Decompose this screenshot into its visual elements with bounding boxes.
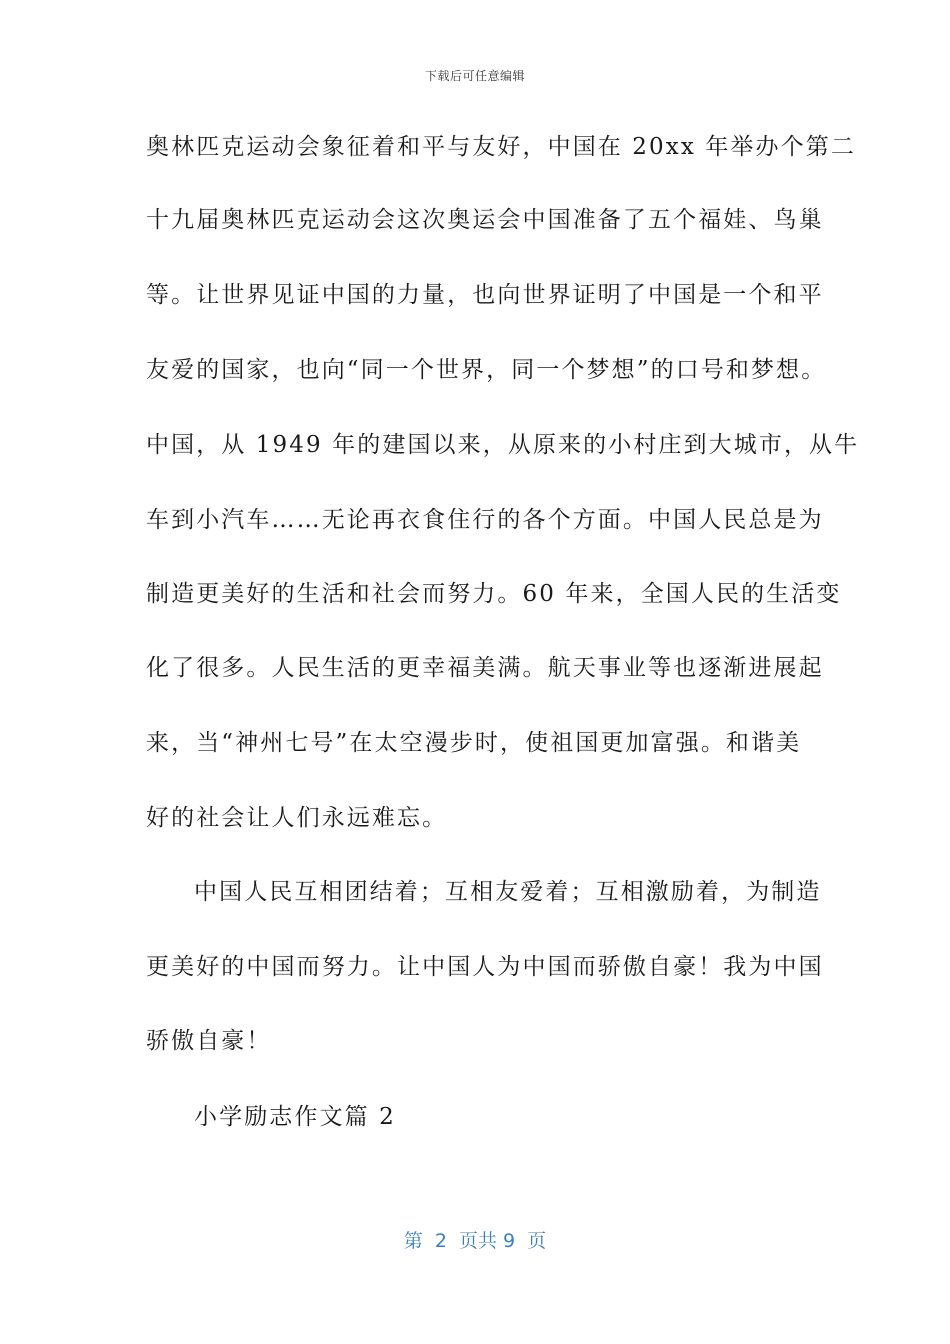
text-line: 化了很多。人民生活的更幸福美满。航天事业等也逐渐进展起 bbox=[146, 655, 824, 681]
text-line: 车到小汽车……无论再衣食住行的各个方面。中国人民总是为 bbox=[146, 507, 824, 533]
header-note: 下载后可任意编辑 bbox=[424, 69, 525, 83]
text-line: 制造更美好的生活和社会而努力。60 年来，全国人民的生活变 bbox=[146, 581, 842, 607]
text-line: 奥林匹克运动会象征着和平与友好，中国在 20xx 年举办个第二 bbox=[146, 134, 856, 160]
text-line: 来，当“神州七号”在太空漫步时，使祖国更加富强。和谐美 bbox=[146, 730, 802, 756]
text-line: 等。让世界见证中国的力量，也向世界证明了中国是一个和平 bbox=[146, 282, 824, 308]
text-line: 骄傲自豪！ bbox=[146, 1028, 272, 1054]
text-line: 友爱的国家，也向“同一个世界，同一个梦想”的口号和梦想。 bbox=[146, 357, 827, 383]
text-line: 十九届奥林匹克运动会这次奥运会中国准备了五个福娃、鸟巢 bbox=[146, 207, 824, 233]
text-line: 更美好的中国而努力。让中国人为中国而骄傲自豪！我为中国 bbox=[146, 954, 824, 980]
text-line: 中国人民互相团结着；互相友爱着；互相激励着，为制造 bbox=[194, 879, 822, 905]
section-title: 小学励志作文篇 2 bbox=[194, 1104, 396, 1130]
text-line: 中国，从 1949 年的建国以来，从原来的小村庄到大城市，从牛 bbox=[146, 432, 860, 458]
text-line: 好的社会让人们永远难忘。 bbox=[146, 805, 448, 831]
page-number-footer: 第 2 页共 9 页 bbox=[403, 1230, 547, 1252]
